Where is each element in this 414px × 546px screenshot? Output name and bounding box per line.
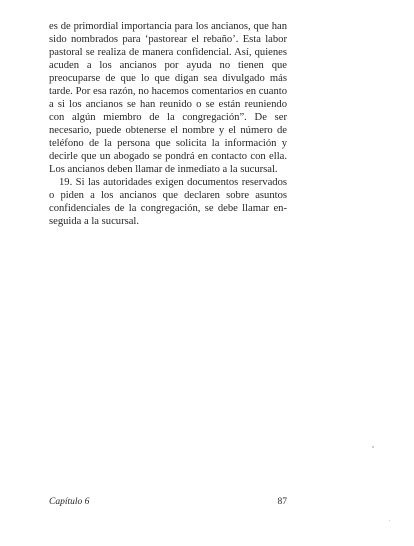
paragraph-item-19: 19. Si las autoridades exigen documentos reservados o piden a los ancianos que declaren sobre asuntos confidenciales de la congregación, se debe llamar enseguida a la sucursal. <box>49 177 287 227</box>
chapter-label: Capítulo 6 <box>49 497 90 507</box>
paragraph-continuation: es de primordial importancia para los ancianos, que han sido nombrados para ‘pastorear el rebaño’. Esta labor pastoral se realiza de manera confidencial. Así, quienes acuden a los ancianos por ayuda no tienen que preocuparse de que lo que digan sea divulgado más tarde. Por esa razón, no hacemos comentarios en cuanto a si los ancianos se han reunido o se están reuniendo con algún miembro de la congregación”. De ser necesario, puede obtenerse el nombre y el número de teléfono de la persona que solicita la información y decirle que un abogado se pondrá en contacto con ella. Los ancianos deben llamar de inmediato a la sucursal. <box>49 21 287 175</box>
scan-speck <box>389 520 390 521</box>
body-text <box>49 20 287 228</box>
page-number: 87 <box>277 497 287 507</box>
scan-speck <box>372 446 374 448</box>
